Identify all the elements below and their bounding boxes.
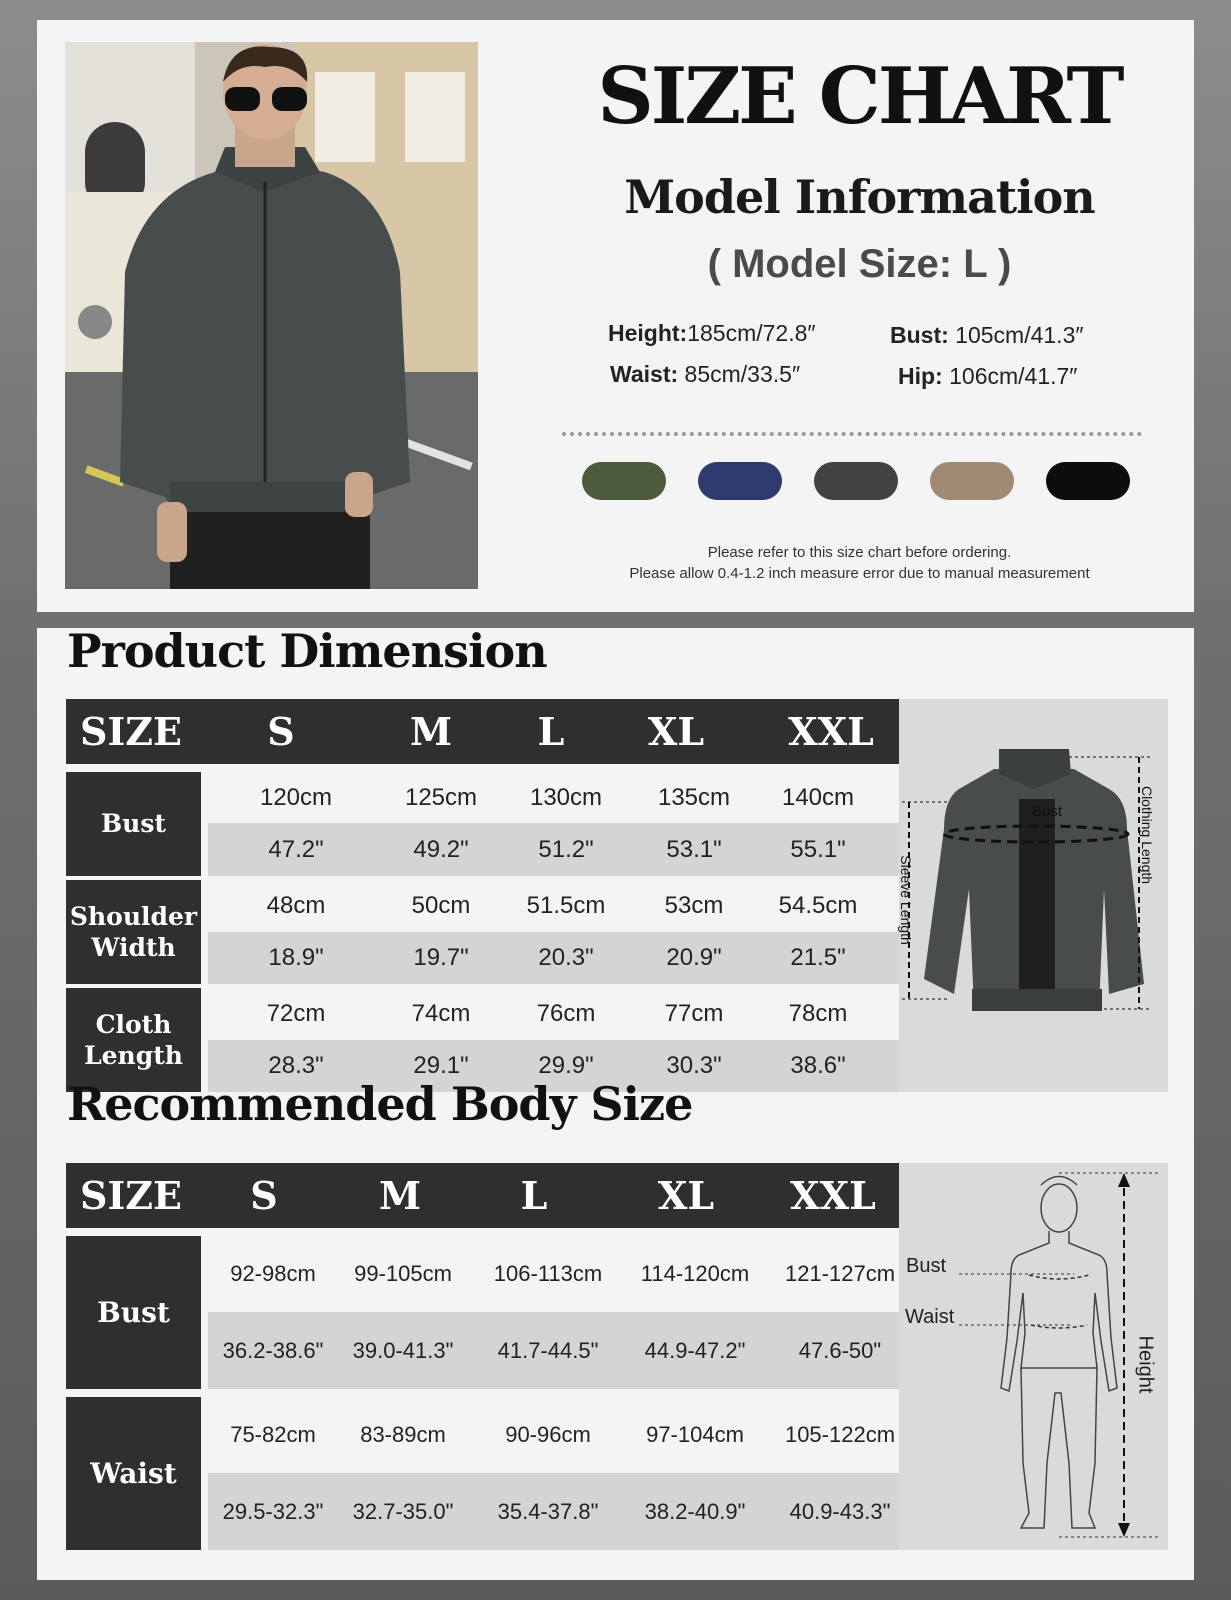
- table-row: [208, 1236, 899, 1312]
- table-cell: 47.6-50": [798, 1337, 882, 1363]
- table-cell: 105-122cm: [784, 1422, 896, 1447]
- table-cell: 78cm: [788, 1000, 848, 1027]
- row-label-width-text: Width: [91, 933, 176, 962]
- table-cell: 77cm: [664, 1000, 724, 1027]
- waist-label: Waist:: [610, 361, 679, 387]
- jacket-measurement-illustration: [899, 699, 1168, 1092]
- color-swatch-dark-grey[interactable]: [814, 462, 898, 500]
- table-cell: 38.6": [790, 1052, 846, 1079]
- table-row: [208, 932, 899, 984]
- table-row: [208, 823, 899, 876]
- table-cell: 30.3": [666, 1052, 722, 1079]
- illus-clothing-length-label: Clothing Length: [1139, 785, 1155, 885]
- table-cell: 99-105cm: [354, 1261, 452, 1286]
- header-m: M: [378, 1173, 422, 1218]
- model-height: [608, 320, 816, 347]
- hip-label: Hip:: [898, 363, 943, 389]
- rec-row-label-bust: Bust: [66, 1236, 201, 1389]
- table-cell: 140cm: [781, 783, 855, 811]
- table-cell: 50cm: [411, 892, 471, 919]
- row-label-length-text: Length: [84, 1041, 183, 1070]
- table-cell: 125cm: [404, 783, 478, 811]
- table-cell: 19.7": [413, 944, 469, 971]
- table-cell: 74cm: [411, 1000, 471, 1027]
- table-cell: 32.7-35.0": [352, 1498, 454, 1524]
- product-dimension-heading: Product Dimension: [67, 624, 547, 678]
- table-cell: 35.4-37.8": [497, 1498, 599, 1524]
- model-bust: [890, 322, 1084, 349]
- header-l: L: [520, 1173, 548, 1218]
- row-label-cloth-text: Cloth: [95, 1009, 172, 1039]
- table-cell: 20.9": [666, 944, 722, 971]
- bust-value: 105cm/41.3″: [948, 322, 1084, 348]
- header-s: S: [267, 709, 295, 754]
- recommended-body-size-heading: Recommended Body Size: [67, 1077, 693, 1131]
- header-xl: XL: [647, 709, 705, 754]
- table-cell: 55.1": [790, 835, 846, 863]
- note-line-1: Please refer to this size chart before ordering.: [707, 544, 1012, 561]
- table-cell: 51.2": [538, 835, 594, 863]
- table-cell: 92-98cm: [230, 1261, 316, 1286]
- table-cell: 106-113cm: [493, 1261, 603, 1286]
- table-cell: 40.9-43.3": [789, 1498, 891, 1524]
- table-cell: 48cm: [266, 892, 326, 919]
- table-cell: 36.2-38.6": [222, 1337, 324, 1363]
- illus-body-waist-label: Waist: [905, 1306, 955, 1328]
- table-cell: 53.1": [666, 835, 722, 863]
- table-row: [208, 880, 899, 932]
- table-cell: 41.7-44.5": [497, 1337, 599, 1363]
- table-cell: 44.9-47.2": [644, 1337, 746, 1363]
- table-cell: 75-82cm: [230, 1422, 316, 1447]
- size-tables-panel: [37, 624, 1194, 1580]
- header-size: SIZE: [80, 1173, 182, 1218]
- model-photo: [65, 42, 478, 589]
- table-cell: 54.5cm: [778, 892, 858, 919]
- header-l: L: [537, 709, 565, 754]
- model-info-panel: [37, 20, 1194, 612]
- row-label-shoulder-width: [66, 880, 201, 984]
- height-value: 185cm/72.8″: [687, 320, 816, 346]
- illus-body-bust-label: Bust: [906, 1255, 947, 1277]
- waist-value: 85cm/33.5″: [678, 361, 801, 387]
- table-cell: 39.0-41.3": [352, 1337, 454, 1363]
- model-information-heading: Model Information: [624, 170, 1095, 224]
- header-size: SIZE: [80, 709, 182, 754]
- color-swatch-navy[interactable]: [698, 462, 782, 500]
- table-cell: 49.2": [413, 835, 469, 863]
- table-row: [208, 988, 899, 1040]
- table-cell: 97-104cm: [646, 1422, 744, 1447]
- table-cell: 72cm: [266, 1000, 326, 1027]
- bust-label: Bust:: [890, 322, 949, 348]
- table-cell: 83-89cm: [360, 1422, 446, 1447]
- header-s: S: [250, 1173, 278, 1218]
- note-line-2: Please allow 0.4-1.2 inch measure error due to manual measurement: [629, 565, 1090, 582]
- row-label-bust: [66, 772, 201, 876]
- illus-sleeve-length-label: Sleeve Length: [898, 855, 914, 945]
- table-cell: 29.1": [413, 1052, 469, 1079]
- row-label-bust-text: Bust: [101, 809, 166, 839]
- recommended-header-row: [66, 1163, 899, 1228]
- table-cell: 47.2": [268, 835, 324, 863]
- table-cell: 20.3": [538, 944, 594, 971]
- color-swatch-black[interactable]: [1046, 462, 1130, 500]
- model-waist: [610, 361, 800, 388]
- size-chart-title: SIZE CHART: [597, 51, 1122, 142]
- model-hip: [898, 363, 1077, 390]
- product-dimension-header-row: [66, 699, 899, 764]
- table-cell: 114-120cm: [640, 1261, 750, 1286]
- table-cell: 29.9": [538, 1052, 594, 1079]
- header-m: M: [409, 709, 453, 754]
- table-cell: 90-96cm: [505, 1422, 591, 1447]
- table-cell: 121-127cm: [784, 1261, 896, 1286]
- height-label: Height:: [608, 320, 688, 346]
- dotted-divider: [562, 432, 1142, 436]
- table-row: [208, 1473, 899, 1550]
- table-row: [208, 772, 899, 823]
- table-cell: 76cm: [536, 1000, 596, 1027]
- header-xxl: XXL: [790, 1173, 876, 1218]
- table-cell: 18.9": [268, 944, 324, 971]
- table-cell: 28.3": [268, 1052, 324, 1079]
- body-measurement-illustration: [899, 1163, 1168, 1550]
- table-cell: 21.5": [790, 944, 846, 971]
- rec-row-label-waist: Waist: [66, 1397, 201, 1550]
- row-label-shoulder-text: Shoulder: [69, 901, 198, 931]
- color-swatch-olive[interactable]: [582, 462, 666, 500]
- table-cell: 120cm: [259, 783, 333, 811]
- table-cell: 130cm: [529, 783, 603, 811]
- header-xxl: XXL: [788, 709, 874, 754]
- color-swatch-khaki[interactable]: [930, 462, 1014, 500]
- table-row: [208, 1312, 899, 1389]
- table-cell: 51.5cm: [526, 892, 606, 919]
- table-cell: 38.2-40.9": [644, 1498, 746, 1524]
- illus-height-label: Height: [1134, 1335, 1157, 1394]
- table-cell: 29.5-32.3": [222, 1498, 324, 1524]
- header-xl: XL: [657, 1173, 715, 1218]
- illus-bust-label: Bust: [1032, 803, 1063, 820]
- table-row: [208, 1397, 899, 1473]
- hip-value: 106cm/41.7″: [942, 363, 1078, 389]
- table-cell: 53cm: [664, 892, 724, 919]
- model-size-label: ( Model Size: L ): [707, 242, 1012, 286]
- table-cell: 135cm: [657, 783, 731, 811]
